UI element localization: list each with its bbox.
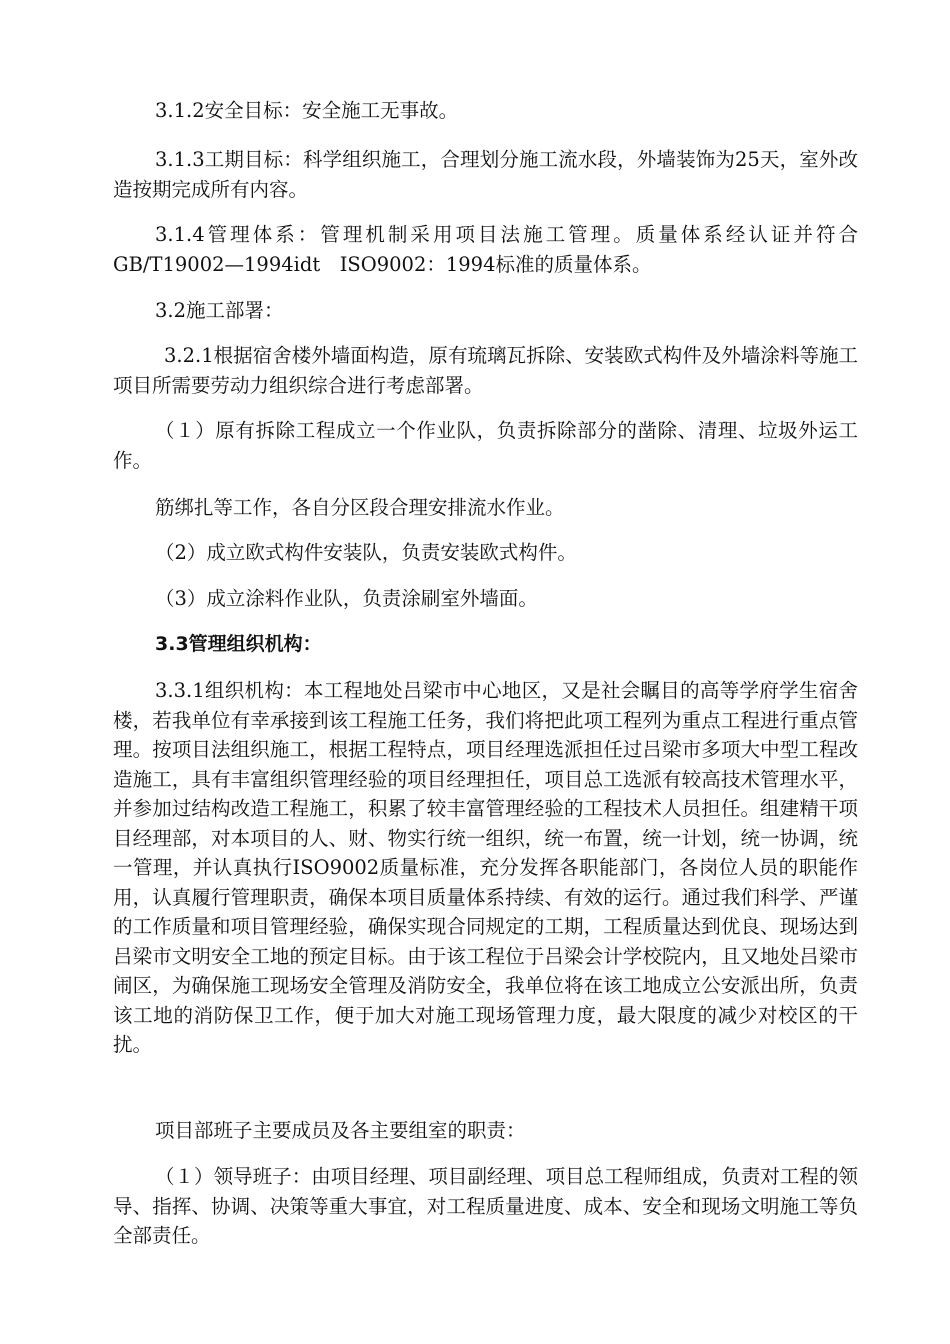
paragraph-demolition-team: （１）原有拆除工程成立一个作业队，负责拆除部分的凿除、清理、垃圾外运工作。 — [113, 419, 858, 472]
paragraph-deployment-detail: 3.2.1根据宿舍楼外墙面构造，原有琉璃瓦拆除、安装欧式构件及外墙涂料等施工项目所需要劳动力组织综合进行考虑部署。 — [113, 344, 858, 397]
paragraph-leadership-team: （１）领导班子：由项目经理、项目副经理、项目总工程师组成，负责对工程的领导、指挥、协调、决策等重大事宜，对工程质量进度、成本、安全和现场文明施工等负全部责任。 — [113, 1165, 858, 1247]
paragraph-schedule-goal: 3.1.3工期目标：科学组织施工，合理划分施工流水段，外墙装饰为25天，室外改造按期完成所有内容。 — [113, 148, 858, 201]
paragraph-safety-goal: 3.1.2安全目标：安全施工无事故。 — [155, 99, 459, 122]
section-heading-management-org: 3.3管理组织机构： — [155, 633, 322, 655]
paragraph-management-system: 3.1.4管理体系：管理机制采用项目法施工管理。质量体系经认证并符合GB/T19002—1994idt ISO9002：1994标准的质量体系。 — [113, 223, 858, 276]
paragraph-coating-team: （3）成立涂料作业队，负责涂刷室外墙面。 — [155, 587, 538, 610]
paragraph-organization: 3.3.1组织机构：本工程地处吕梁市中心地区，又是社会瞩目的高等学府学生宿舍楼，若我单位有幸承接到该工程施工任务，我们将把此项工程列为重点工程进行重点管理。按项目法组织施工，根据工程特点，项目经理选派担任过吕梁市多项大中型工程改造施工，具有丰富组织管理经验的项目经理担任，项目总工选派有较高技术管理水平，并参加过结构改造工程施工，积累了较丰富管理经验的工程技术人员担任。组建精干项目经理部，对本项目的人、财、物实行统一组织，统一布置，统一计划，统一协调，统一管理，并认真执行ISO9002质量标准，充分发挥各职能部门，各岗位人员的职能作用，认真履行管理职责，确保本项目质量体系持续、有效的运行。通过我们科学、严谨的工作质量和项目管理经验，确保实现合同规定的工期，工程质量达到优良、现场达到吕梁市文明安全工地的预定目标。由于该工程位于吕梁会计学校院内，且又地处吕梁市闹区，为确保施工现场安全管理及消防安全，我单位将在该工地成立公安派出所，负责该工地的消防保卫工作，便于加大对施工现场管理力度，最大限度的减少对校区的干扰。 — [113, 679, 858, 1056]
paragraph-construction-deployment: 3.2施工部署： — [155, 299, 284, 322]
paragraph-rebar-work: 筋绑扎等工作，各自分区段合理安排流水作业。 — [155, 496, 565, 519]
paragraph-component-install-team: （2）成立欧式构件安装队，负责安装欧式构件。 — [155, 541, 577, 564]
paragraph-team-duties-intro: 项目部班子主要成员及各主要组室的职责： — [155, 1119, 526, 1142]
